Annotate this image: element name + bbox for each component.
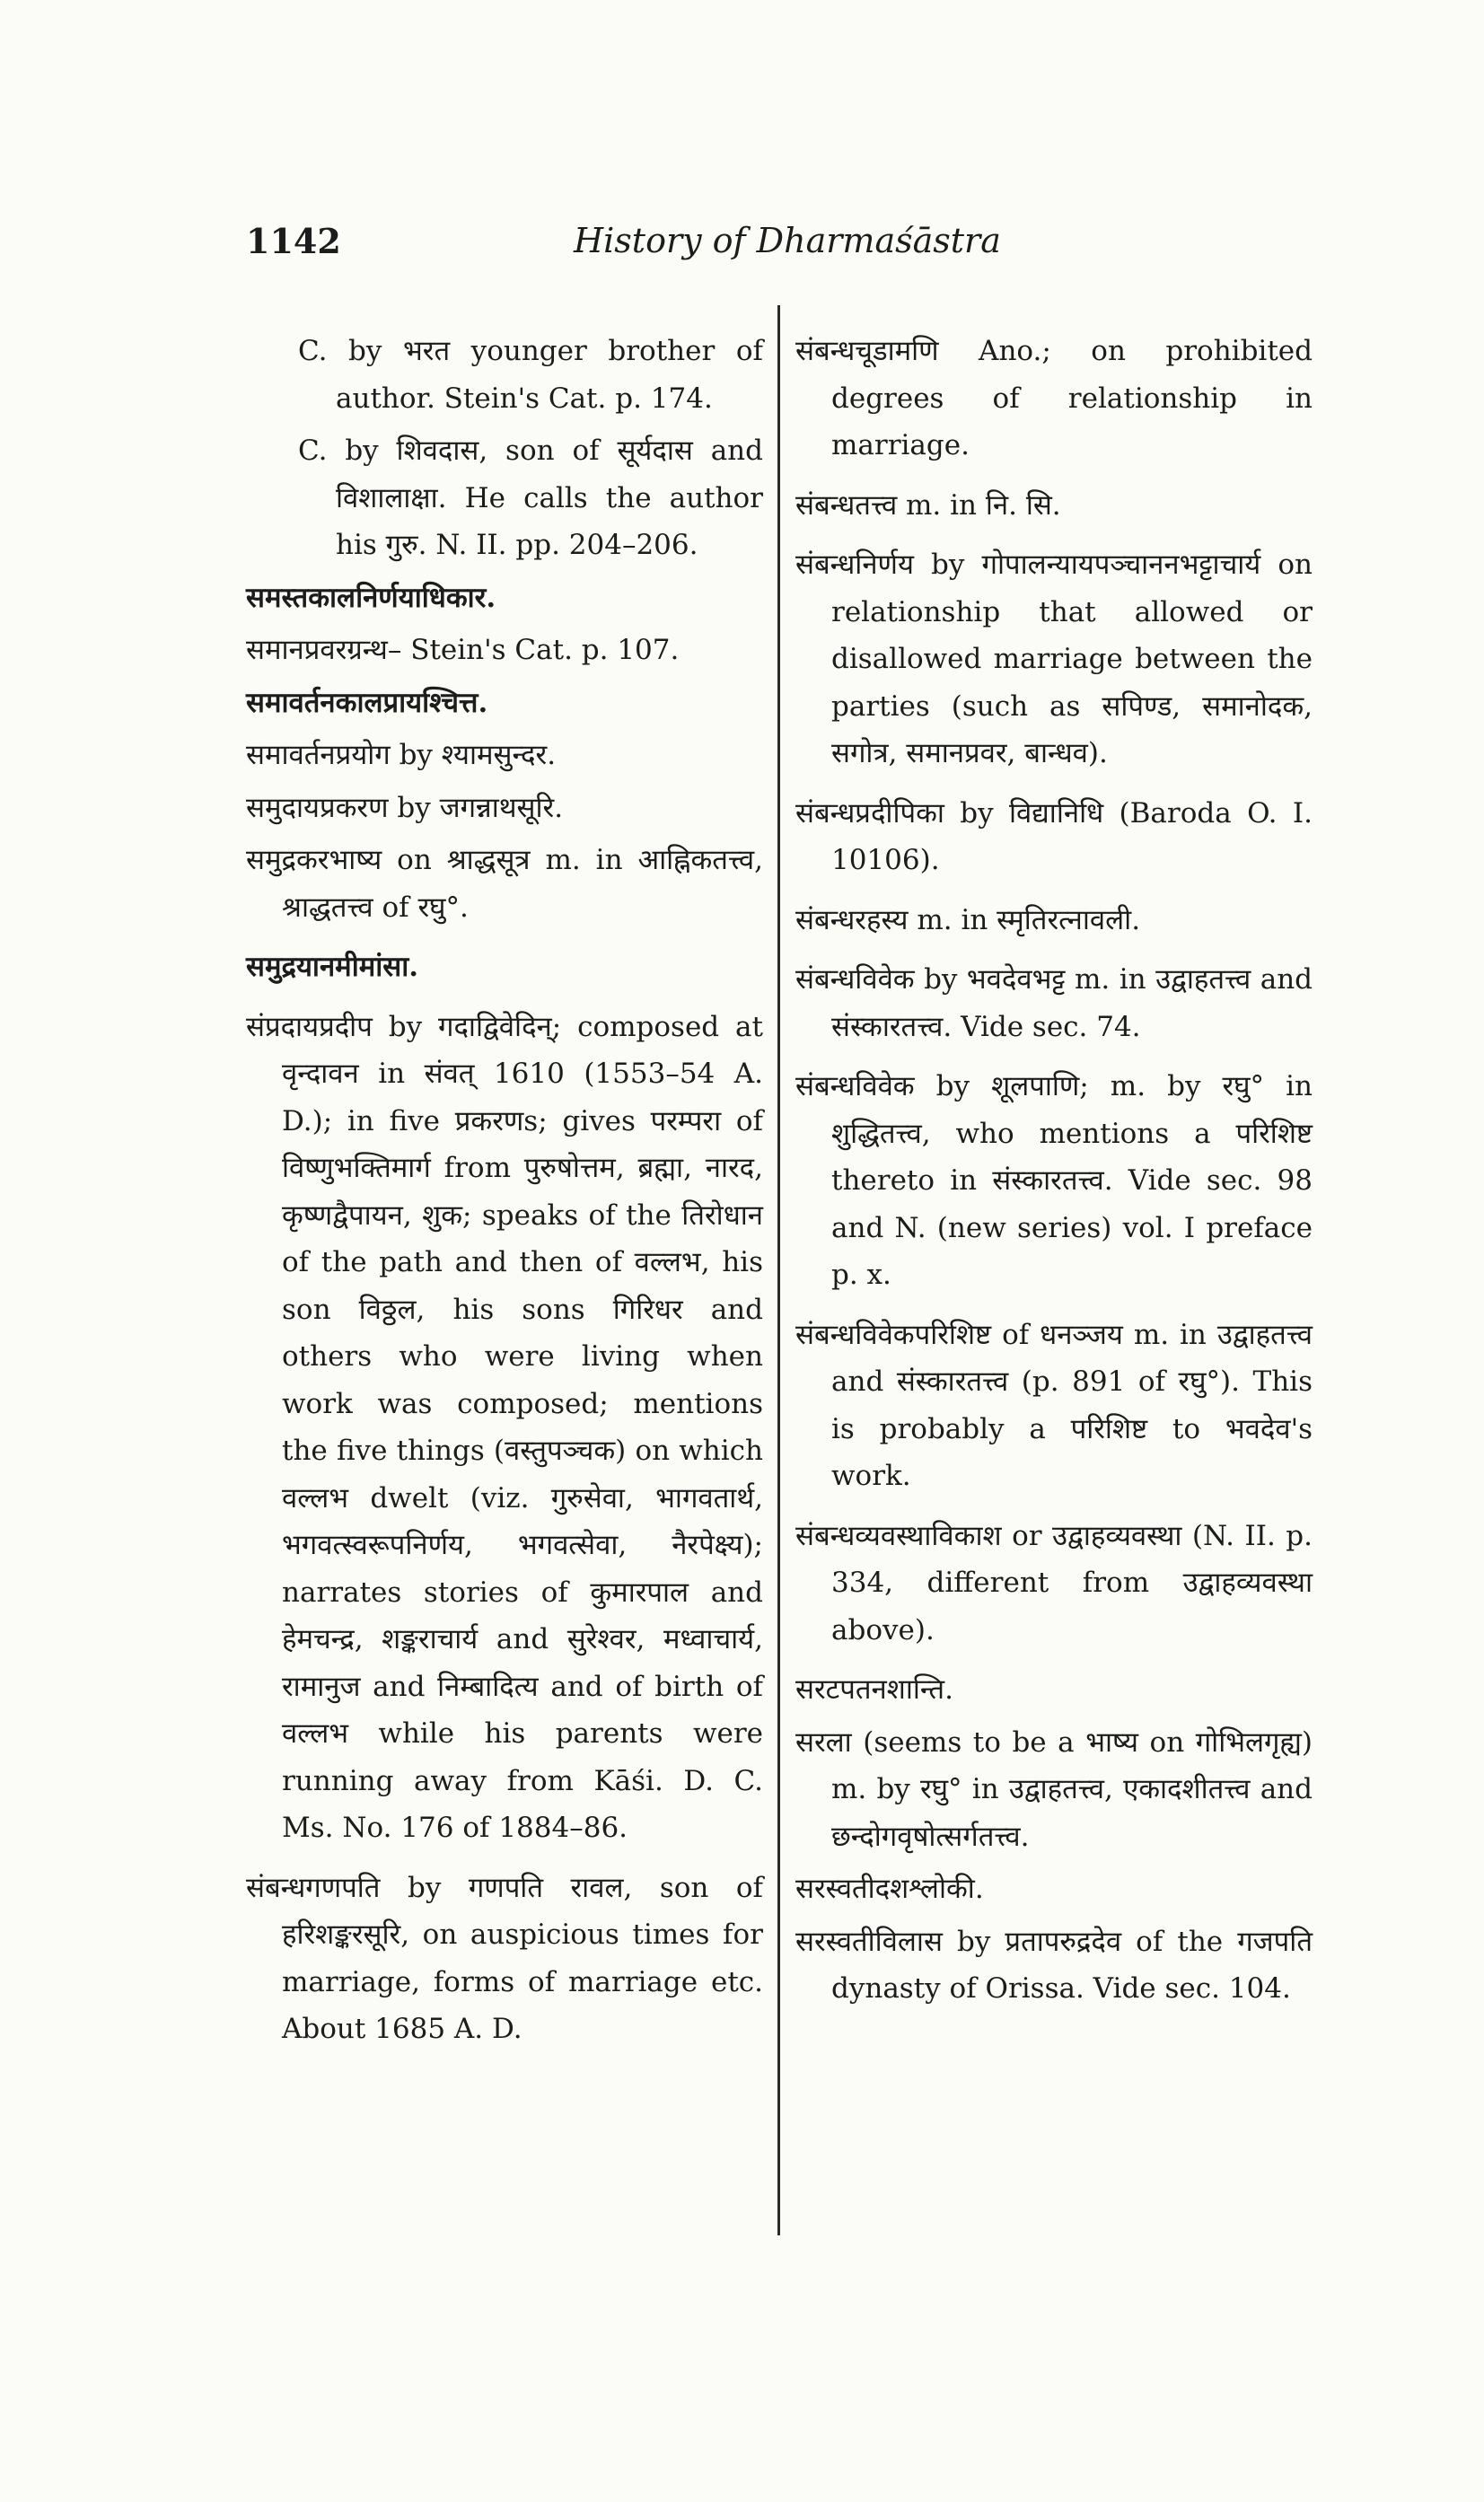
entry: समानप्रवरग्रन्थ– Stein's Cat. p. 107.: [246, 634, 680, 666]
entry: समुद्रयानमीमांसा.: [246, 951, 419, 983]
entry: समुदायप्रकरण by जगन्नाथसूरि.: [246, 791, 564, 824]
entry: संबन्धनिर्णय by गोपालन्यायपञ्चाननभट्टाचार्य on relationship that allowed or disallowed marriage between the parties (such as सपिण्ड, समानोदक, सगोत्र, समानप्रवर, बान्धव).: [795, 549, 1313, 769]
entry: सरला (seems to be a भाष्य on गोभिलगृह्य) m. by रघु° in उद्वाहतत्त्व, एकादशीतत्त्व and छन्दोगवृषोत्सर्गतत्त्व.: [795, 1725, 1313, 1853]
entry: समावर्तनकालप्रायश्चित्त.: [246, 686, 488, 719]
entry: C. by भरत younger brother of author. Stein's Cat. p. 174.: [298, 335, 763, 415]
entry: समस्तकालनिर्णयाधिकार.: [246, 581, 496, 614]
entry: संबन्धविवेक by शूलपाणि; m. by रघु° in शुद्धितत्त्व, who mentions a परिशिष्ट thereto in संस्कारतत्त्व. Vide sec. 98 and N. (new series) vol. I preface p. x.: [795, 1070, 1313, 1291]
entry: संबन्धतत्त्व m. in नि. सि.: [795, 488, 1061, 522]
entry: संबन्धविवेक by भवदेवभट्ट m. in उद्वाहतत्त्व and संस्कारतत्त्व. Vide sec. 74.: [795, 963, 1313, 1043]
running-title: History of Dharmaśāstra: [574, 221, 1001, 260]
entry: संप्रदायप्रदीप by गदाद्विवेदिन्; composed at वृन्दावन in संवत् 1610 (1553–54 A. D.); in five प्रकरणs; gives परम्परा of विष्णुभक्तिमार्ग from पुरुषोत्तम, ब्रह्मा, नारद, कृष्णद्वैपायन, शुक; speaks of the तिरोधान of the path and then of वल्लभ, his son विठ्ठल, his sons गिरिधर and others who were living when work was composed; mentions the five things (वस्तुपञ्चक) on which वल्लभ dwelt (viz. गुरुसेवा, भागवतार्थ, भगवत्स्वरूपनिर्णय, भगवत्सेवा, नैरपेक्ष्य); narrates stories of कुमारपाल and हेमचन्द्र, शङ्कराचार्य and सुरेश्वर, मध्वाचार्य, रामानुज and निम्बादित्य and of birth of वल्लभ while his parents were running away from Kāśi. D. C. Ms. No. 176 of 1884–86.: [246, 1010, 763, 1844]
right-column: [795, 328, 1313, 2018]
entry: संबन्धप्रदीपिका by विद्यानिधि (Baroda O. I. 10106).: [795, 796, 1313, 876]
entry: संबन्धगणपति by गणपति रावल, son of हरिशङ्करसूरि, on auspicious times for marriage, forms of marriage etc. About 1685 A. D.: [246, 1871, 763, 2045]
entry: संबन्धरहस्य m. in स्मृतिरत्नावली.: [795, 903, 1141, 936]
entry: संबन्धचूडामणि Ano.; on prohibited degrees of relationship in marriage.: [795, 335, 1313, 461]
entry: C. by शिवदास, son of सूर्यदास and विशालाक्षा. He calls the author his गुरु. N. II. pp. 204–206.: [298, 435, 763, 561]
page-number: 1142: [246, 221, 341, 261]
entry: समावर्तनप्रयोग by श्यामसुन्दर.: [246, 739, 557, 771]
entry: संबन्धव्यवस्थाविकाश or उद्वाहव्यवस्था (N. II. p. 334, different from उद्वाहव्यवस्था above).: [795, 1519, 1313, 1646]
entry: समुद्रकरभाष्य on श्राद्धसूत्र m. in आह्निकतत्त्व, श्राद्धतत्त्व of रघु°.: [246, 844, 763, 924]
page-header: [246, 221, 1305, 275]
left-column: [246, 328, 763, 2059]
entry: सरटपतनशान्ति.: [795, 1673, 953, 1706]
entry: संबन्धविवेकपरिशिष्ट of धनञ्जय m. in उद्वाहतत्त्व and संस्कारतत्त्व (p. 891 of रघु°). This is probably a परिशिष्ट to भवदेव's work.: [795, 1318, 1313, 1492]
column-divider: [777, 305, 780, 2235]
entry: सरस्वतीदशश्लोकी.: [795, 1873, 984, 1905]
entry: सरस्वतीविलास by प्रतापरुद्रदेव of the गजपति dynasty of Orissa. Vide sec. 104.: [795, 1925, 1313, 2005]
